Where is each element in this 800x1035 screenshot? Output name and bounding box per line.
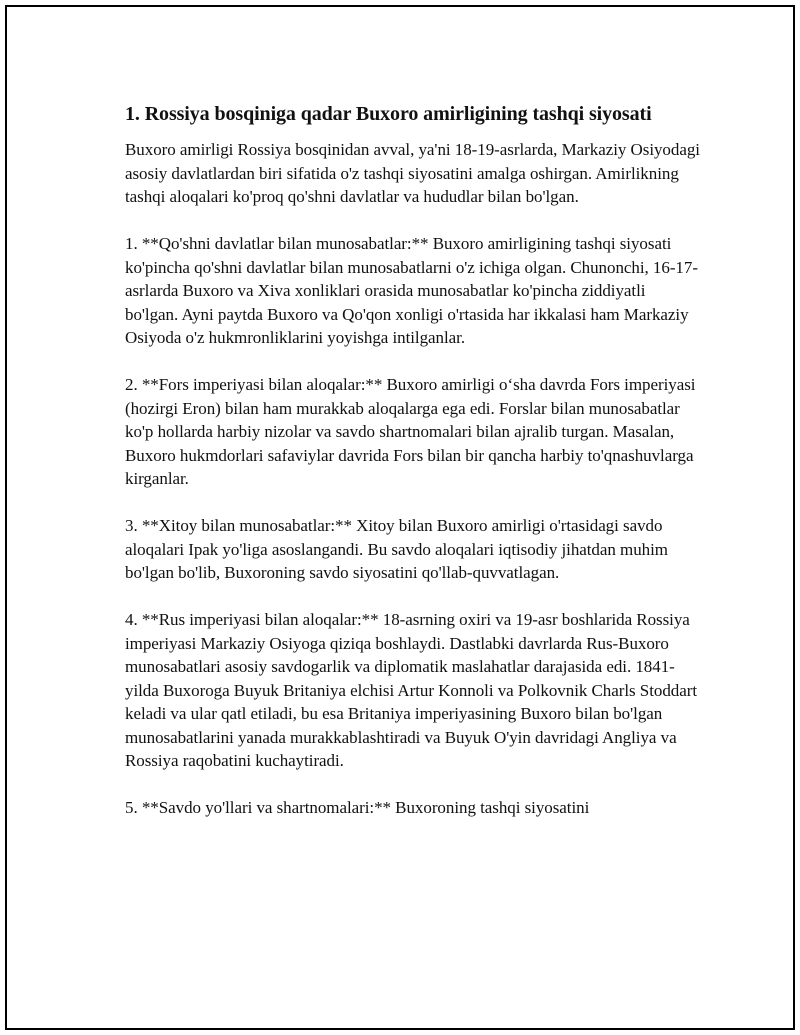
- intro-paragraph: Buxoro amirligi Rossiya bosqinidan avval, ya'ni 18-19-asrlarda, Markaziy Osiyodagi asosiy davlatlardan biri sifatida o'z tashqi siyosatini amalga oshirgan. Amirlikning tashqi aloqalari ko'proq qo'shni davlatlar va hududlar bilan bo'lgan.: [125, 140, 700, 206]
- paragraph-russian-empire: 4. **Rus imperiyasi bilan aloqalar:** 18-asrning oxiri va 19-asr boshlarida Rossiya imperiyasi Markaziy Osiyoga qiziqa boshlaydi. Dastlabki davrlarda Rus-Buxoro munosabatlari asosiy savdogarlik va diplomatik maslahatlar darajasida edi. 1841-yilda Buxoroga Buyuk Britaniya elchisi Artur Konnoli va Polkovnik Charls Stoddart keladi va ular qatl etiladi, bu esa Britaniya imperiyasining Buxoro bilan bo'lgan munosabatlarini yanada murakkablashtiradi va Buyuk O'yin davridagi Angliya va Rossiya raqobatini kuchaytiradi.: [125, 610, 698, 770]
- paragraph-neighbor-states: 1. **Qo'shni davlatlar bilan munosabatlar:** Buxoro amirligining tashqi siyosati ko'pincha qo'shni davlatlar bilan munosabatlarni o'z ichiga olgan. Chunonchi, 16-17-asrlarda Buxoro va Xiva xonliklari orasida munosabatlar ko'pincha ziddiyatli bo'lgan. Ayni paytda Buxoro va Qo'qon xonligi o'rtasida har ikkalasi ham Markaziy Osiyoda o'z hukmronliklarini yoyishga intilganlar.: [125, 234, 698, 347]
- document-title: 1. Rossiya bosqiniga qadar Buxoro amirligining tashqi siyosati: [125, 103, 652, 125]
- paragraph-persian-empire: 2. **Fors imperiyasi bilan aloqalar:** Buxoro amirligi o‘sha davrda Fors imperiyasi (hozirgi Eron) bilan ham murakkab aloqalarga ega edi. Forslar bilan munosabatlar ko'p hollarda harbiy nizolar va savdo shartnomalari bilan ajralib turgan. Masalan, Buxoro hukmdorlari safaviylar davrida Fors bilan bir qancha harbiy to'qnashuvlarga kirganlar.: [125, 375, 696, 488]
- paragraph-trade-routes: 5. **Savdo yo'llari va shartnomalari:** Buxoroning tashqi siyosatini: [125, 798, 590, 817]
- document-body: [125, 101, 700, 820]
- paragraph-china: 3. **Xitoy bilan munosabatlar:** Xitoy bilan Buxoro amirligi o'rtasidagi savdo aloqalari Ipak yo'liga asoslangandi. Bu savdo aloqalari iqtisodiy jihatdan muhim bo'lgan bo'lib, Buxoroning savdo siyosatini qo'llab-quvvatlagan.: [125, 516, 668, 582]
- page-frame: [5, 5, 795, 1030]
